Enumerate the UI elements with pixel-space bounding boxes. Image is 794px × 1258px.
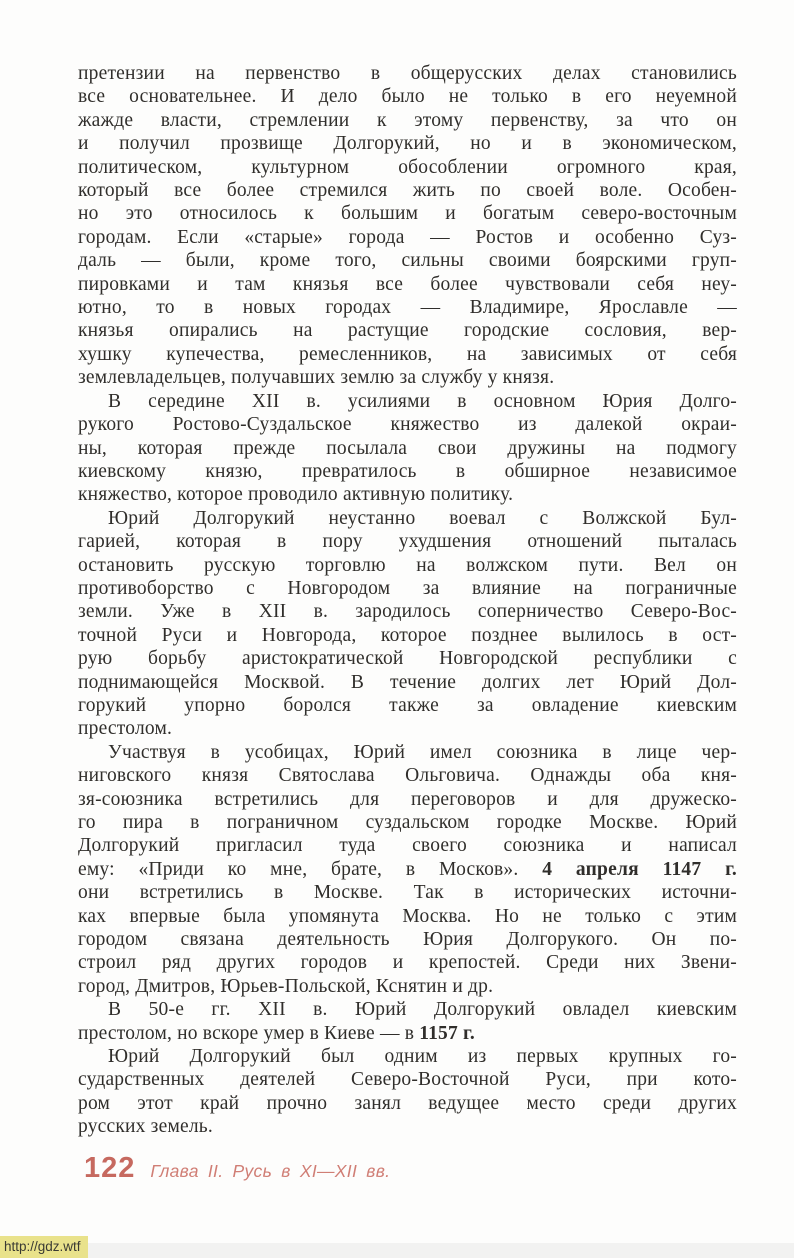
text-line: жажде власти, стремлении к этому первенству, за что он xyxy=(78,109,737,131)
text-line: ютно, то в новых городах — Владимире, Ярославле — xyxy=(78,297,737,319)
watermark-url: http://gdz.wtf xyxy=(0,1236,88,1258)
text-line: ниговского князя Святослава Ольговича. Однажды оба кня- xyxy=(78,765,737,787)
text-line: даль — были, кроме того, сильны своими боярскими груп- xyxy=(78,250,737,272)
text-line: городам. Если «старые» города — Ростов и особенно Суз- xyxy=(78,226,737,248)
text-line: точной Руси и Новгорода, которое позднее вылилось в ост- xyxy=(78,624,737,646)
text-line: ках впервые была упомянута Москва. Но не только с этим xyxy=(78,905,737,927)
text-line: рую борьбу аристократической Новгородской республики с xyxy=(78,648,737,670)
text-line: Юрий Долгорукий был одним из первых крупных го- xyxy=(108,1046,737,1068)
paragraph xyxy=(78,1045,737,1139)
text-line: но это относилось к большим и богатым северо-восточным xyxy=(78,203,737,225)
paragraph xyxy=(78,741,737,998)
text-line: пировками и там князья все более чувствовали себя неу- xyxy=(78,273,737,295)
text-line: городом связана деятельность Юрия Долгорукого. Он по- xyxy=(78,929,737,951)
text-line: который все более стремился жить по своей воле. Особен- xyxy=(78,180,737,202)
page-number: 122 xyxy=(84,1152,136,1184)
text-line: русских земель. xyxy=(78,1116,213,1138)
text-line: гарией, которая в пору ухудшения отношений пыталась xyxy=(78,531,737,553)
paragraph xyxy=(78,62,737,390)
text-line: Долгорукий пригласил туда своего союзника и написал xyxy=(78,835,737,857)
text-line: противоборство с Новгородом за влияние на пограничные xyxy=(78,577,737,599)
text-line: все основательнее. И дело было не только в его неуемной xyxy=(78,86,737,108)
text-line: престолом, но вскоре умер в Киеве — в 1157 г. xyxy=(78,1022,475,1044)
scan-edge-shade xyxy=(0,1243,794,1258)
text-line: рукого Ростово-Суздальское княжество из далекой окраи- xyxy=(78,414,737,436)
page-footer xyxy=(84,1152,390,1185)
text-line: земли. Уже в XII в. зародилось соперничество Северо-Вос- xyxy=(78,601,737,623)
text-line: престолом. xyxy=(78,718,173,740)
text-line: зя-союзника встретились для переговоров и для дружеско- xyxy=(78,788,737,810)
text-line: политическом, культурном обособлении огромного края, xyxy=(78,156,737,178)
text-line: хушку купечества, ремесленников, на зависимых от себя xyxy=(78,343,737,365)
paragraph xyxy=(78,390,737,507)
text-line: они встретились в Москве. Так в исторических источни- xyxy=(78,882,737,904)
text-line: Участвуя в усобицах, Юрий имел союзника в лице чер- xyxy=(108,741,737,763)
text-line: князья опирались на растущие городские сословия, вер- xyxy=(78,320,737,342)
text-line: и получил прозвище Долгорукий, но и в экономическом, xyxy=(78,133,737,155)
text-line: В середине XII в. усилиями в основном Юрия Долго- xyxy=(108,390,737,412)
paragraph xyxy=(78,507,737,741)
text-line: Юрий Долгорукий неустанно воевал с Волжской Бул- xyxy=(108,507,737,529)
text-line: поднимающейся Москвой. В течение долгих лет Юрий Дол- xyxy=(78,671,737,693)
text-line: го пира в пограничном суздальском городке Москве. Юрий xyxy=(78,812,737,833)
text-line: сударственных деятелей Северо-Восточной Руси, при кото- xyxy=(78,1069,737,1091)
text-line: В 50-е гг. XII в. Юрий Долгорукий овладел киевским xyxy=(108,999,737,1021)
text-column xyxy=(78,62,737,1139)
text-line: ром этот край прочно занял ведущее место среди других xyxy=(78,1092,737,1114)
text-line: ему: «Приди ко мне, брате, в Москов». 4 апреля 1147 г. xyxy=(78,858,738,880)
text-line: строил ряд других городов и крепостей. Среди них Звени- xyxy=(78,952,737,974)
text-line: город, Дмитров, Юрьев-Польской, Кснятин и др. xyxy=(78,975,494,997)
paragraph xyxy=(78,998,737,1045)
text-line: киевскому князю, превратилось в обширное независимое xyxy=(78,460,737,482)
text-line: ны, которая прежде посылала свои дружины на подмогу xyxy=(78,437,737,459)
text-line: горукий упорно боролся также за овладение киевским xyxy=(78,694,737,716)
text-line: землевладельцев, получавших землю за службу у князя. xyxy=(78,367,555,389)
text-line: княжество, которое проводило активную политику. xyxy=(78,484,514,506)
text-line: остановить русскую торговлю на волжском пути. Вел он xyxy=(78,554,737,576)
chapter-running-title: Глава II. Русь в XI—XII вв. xyxy=(150,1161,391,1181)
text-line: претензии на первенство в общерусских делах становились xyxy=(78,63,737,84)
